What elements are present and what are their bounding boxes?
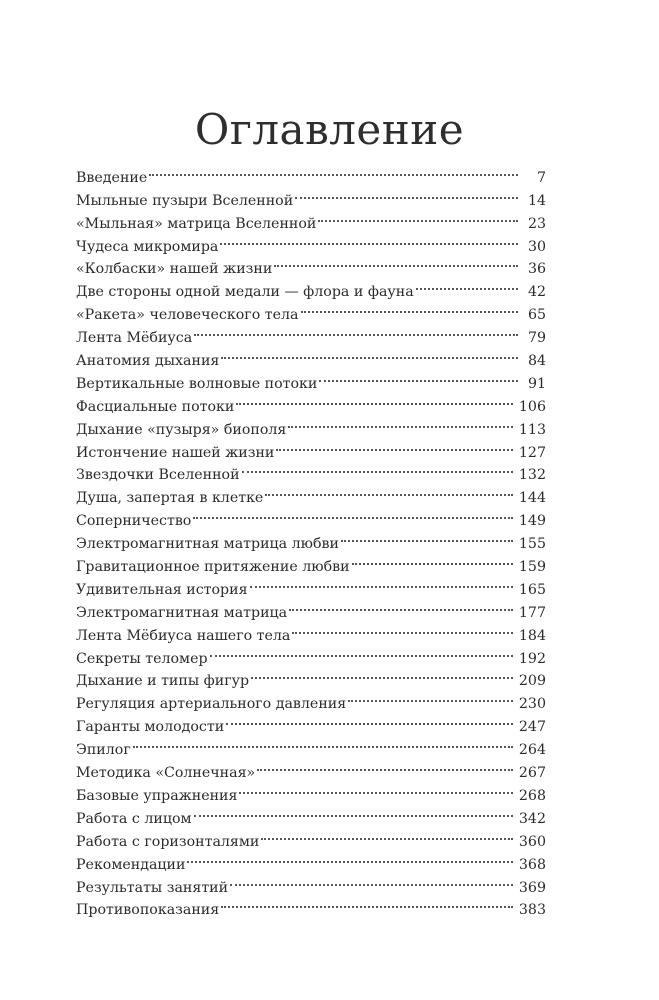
toc-entry-page-number: 7 [536,169,546,186]
toc-entry-page-number: 192 [518,650,546,667]
dot-leader [187,846,512,869]
toc-entry-title: Мыльные пузыри Вселенной [76,192,294,209]
dot-leader [292,617,513,640]
toc-entry-title: Рекомендации [76,856,186,873]
dot-leader [194,319,518,342]
toc-entry-title: Результаты занятий [76,879,229,896]
page-title: Оглавление [194,105,465,155]
toc-entry-title: Электромагнитная матрица [76,604,288,621]
dot-leader [194,800,513,823]
toc-entry-title: Две стороны одной медали — флора и фауна [76,284,414,301]
toc-entry-title: Регуляция артериального давления [76,696,347,713]
dot-leader [341,525,513,548]
toc-entry-page-number: 91 [527,375,546,392]
toc-entry-title: Вертикальные волновые потоки [76,375,318,392]
dot-leader [319,365,518,388]
toc-entry-page-number: 36 [527,261,546,278]
toc-entry-page-number: 79 [527,330,546,347]
dot-leader [220,228,518,251]
dot-leader [301,296,519,319]
dot-leader [257,754,513,777]
toc-entry-page-number: 106 [518,398,546,415]
toc-entry-title: Эпилог [76,742,131,759]
toc-entry-page-number: 369 [518,879,546,896]
toc-entry-title: Дыхание и типы фигур [76,673,250,690]
toc-entry-title: Работа с горизонталями [76,833,260,850]
toc-entry-page-number: 42 [527,284,546,301]
dot-leader [288,411,513,434]
toc-entry-title: Истончение нашей жизни [76,444,275,461]
toc-entry-title: Гаранты молодости [76,719,225,736]
toc-entry-page-number: 360 [518,833,546,850]
toc-entry-title: Противопоказания [76,902,220,919]
toc-entry-page-number: 84 [527,353,546,370]
toc-entry-page-number: 14 [527,192,546,209]
toc-entry-page-number: 65 [527,307,546,324]
toc-entry-page-number: 132 [518,467,546,484]
toc-entry-page-number: 368 [518,856,546,873]
dot-leader [251,663,513,686]
dot-leader [261,823,513,846]
dot-leader [274,251,518,274]
toc-entry-page-number: 144 [518,490,546,507]
dot-leader [230,869,513,892]
dot-leader [348,685,513,708]
toc-entry-page-number: 113 [518,421,546,438]
dot-leader [236,388,513,411]
toc-entry [76,731,546,759]
toc-entry-title: Лента Мёбиуса нашего тела [76,627,291,644]
toc-entry-title: Душа, запертая в клетке [76,490,264,507]
toc-entry-page-number: 177 [518,604,546,621]
dot-leader [210,640,513,663]
toc-entry-title: Лента Мёбиуса [76,330,193,347]
dot-leader [276,434,513,457]
toc-entry-title: Удивительная история [76,581,248,598]
dot-leader [295,182,518,205]
dot-leader [242,457,513,480]
toc-entry-page-number: 268 [518,787,546,804]
toc-entry-title: Дыхание «пузыря» биополя [76,421,287,438]
dot-leader [250,571,513,594]
toc-entry-page-number: 184 [518,627,546,644]
toc-entry-page-number: 23 [527,215,546,232]
dot-leader [221,342,518,365]
dot-leader [193,502,513,525]
dot-leader [149,159,518,182]
toc-entry-page-number: 342 [518,810,546,827]
dot-leader [133,731,513,754]
toc-entry-title: Базовые упражнения [76,787,238,804]
toc-entry-title: Анатомия дыхания [76,353,220,370]
toc-entry-page-number: 165 [518,581,546,598]
toc-entry-title: «Колбаски» нашей жизни [76,261,273,278]
toc-entry-title: «Мыльная» матрица Вселенной [76,215,317,232]
toc-entry-title: Звездочки Вселенной [76,467,240,484]
toc-entry-page-number: 149 [518,513,546,530]
dot-leader [265,479,513,502]
toc-entry-title: Фасциальные потоки [76,398,235,415]
toc-entry [76,159,546,186]
dot-leader [289,594,513,617]
toc-entry-title: Чудеса микромира [76,238,219,255]
toc-entry-title: Введение [76,169,148,186]
toc-entry-page-number: 267 [518,765,546,782]
toc-entry-title: Гравитационное притяжение любви [76,559,350,576]
toc-entry-page-number: 159 [518,559,546,576]
toc-entry-page-number: 264 [518,742,546,759]
toc-entry-title: Методика «Солнечная» [76,765,256,782]
toc-entry-page-number: 230 [518,696,546,713]
dot-leader [318,205,518,228]
toc-entry [76,754,546,782]
toc-entry-page-number: 30 [527,238,546,255]
toc-entry-page-number: 209 [518,673,546,690]
toc-entry-page-number: 155 [518,536,546,553]
dot-leader [226,708,513,731]
toc-entry-title: Соперничество [76,513,192,530]
toc-entry-title: Электромагнитная матрица любви [76,536,339,553]
dot-leader [239,777,512,800]
dot-leader [221,892,513,915]
toc-entry-title: «Ракета» человеческого тела [76,307,299,324]
toc-entry-page-number: 383 [518,902,546,919]
dot-leader [416,273,518,296]
toc-entry-page-number: 247 [518,719,546,736]
table-of-contents [76,159,546,919]
toc-entry-title: Работа с лицом [76,810,192,827]
toc-entry-page-number: 127 [518,444,546,461]
toc-entry-title: Секреты теломер [76,650,208,667]
dot-leader [352,548,513,571]
